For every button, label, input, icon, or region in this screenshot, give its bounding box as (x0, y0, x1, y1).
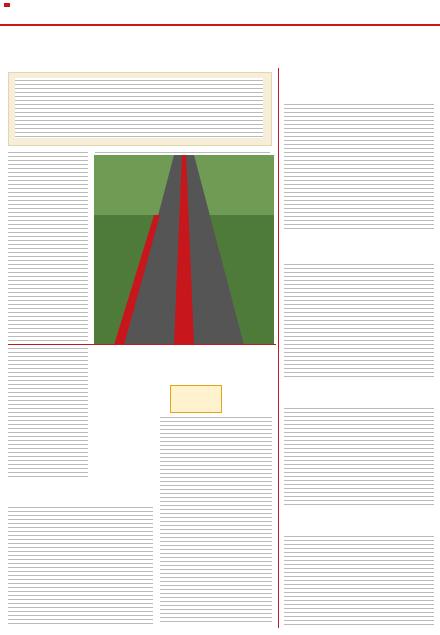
lead-body-column-1 (8, 150, 88, 480)
middle-body (160, 415, 272, 625)
page-number (4, 3, 10, 7)
right-body-4 (284, 534, 434, 628)
right-body-3 (284, 406, 434, 506)
lead-summary-text (15, 78, 263, 138)
left-bottom-body (8, 505, 153, 625)
section-divider (8, 344, 276, 345)
road-photo (94, 155, 274, 345)
right-body-1 (284, 102, 434, 232)
badge-image (170, 385, 222, 413)
column-divider (278, 68, 279, 628)
lead-summary-box (8, 72, 272, 146)
page-header (0, 0, 440, 26)
right-body-2 (284, 262, 434, 377)
